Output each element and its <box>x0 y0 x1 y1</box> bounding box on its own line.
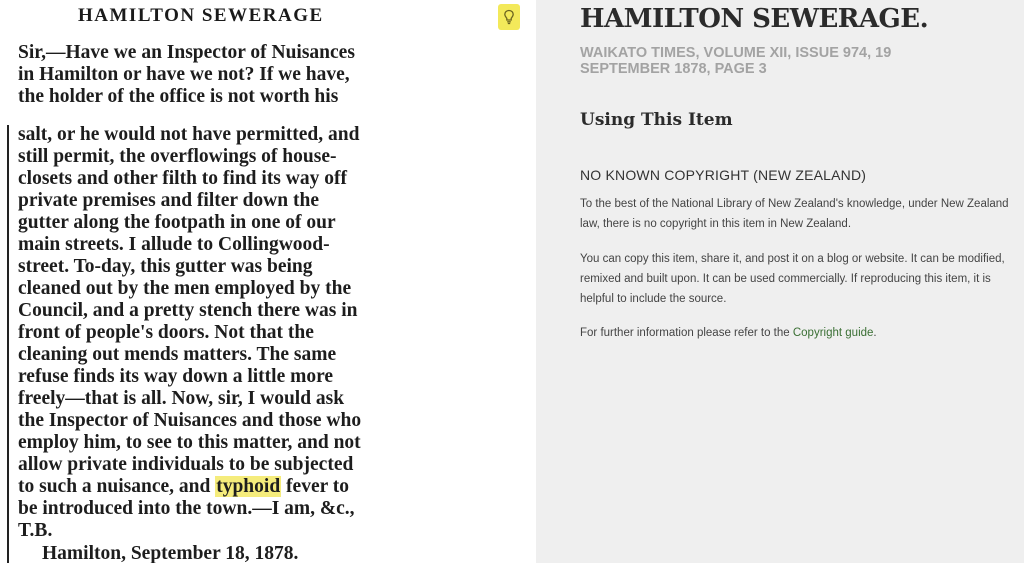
scan-line: cleaned out by the men employed by the <box>18 278 352 299</box>
search-highlight[interactable]: typhoid <box>216 476 281 497</box>
scan-line: employ him, to see to this matter, and not <box>18 432 361 453</box>
copyright-paragraph: To the best of the National Library of New Zealand's knowledge, under New Zealand law, there is no copyright in this item in New Zealand. <box>580 198 1009 230</box>
scan-line: private premises and filter down the <box>18 190 319 211</box>
scan-line: be introduced into the town.—I am, &c., <box>18 498 355 519</box>
copyright-guide-link[interactable]: Copyright guide <box>792 327 874 339</box>
highlight-toggle-button[interactable] <box>498 4 520 30</box>
further-info-period: . <box>873 327 877 339</box>
lightbulb-icon <box>503 9 515 25</box>
scan-line: refuse finds its way down a little more <box>18 366 334 387</box>
scan-line: cleaning out mends matters. The same <box>18 344 337 365</box>
scan-line-highlighted <box>18 476 349 498</box>
scan-line: gutter along the footpath in one of our <box>18 212 336 233</box>
scan-line: freely—that is all. Now, sir, I would ask <box>18 388 345 409</box>
reuse-paragraph: You can copy this item, share it, and post it on a blog or website. It can be modified, remixed and built upon. It can be used commercially. If reproducing this item, it is helpful to include the source. <box>580 253 1005 305</box>
scan-line: allow private individuals to be subjected <box>18 454 354 475</box>
column-rule <box>7 125 9 563</box>
publication-details: WAIKATO TIMES, VOLUME XII, ISSUE 974, 19 SEPTEMBER 1878, PAGE 3 <box>580 45 892 77</box>
scan-line: front of people's doors. Not that the <box>18 322 314 343</box>
scan-line: main streets. I allude to Collingwood- <box>18 234 330 255</box>
further-info-paragraph <box>580 323 1018 343</box>
scan-line: the holder of the office is not worth his <box>18 86 339 107</box>
scan-line: street. To-day, this gutter was being <box>18 256 313 277</box>
scan-line: closets and other filth to find its way off <box>18 168 347 189</box>
scan-signature: T.B. <box>18 520 53 541</box>
scan-signoff: Hamilton, September 18, 1878. <box>42 543 299 563</box>
scan-line: still permit, the overflowings of house- <box>18 146 337 167</box>
copyright-status: NO KNOWN COPYRIGHT (NEW ZEALAND) <box>580 167 867 183</box>
using-this-item-heading: Using This Item <box>580 110 733 130</box>
article-title: HAMILTON SEWERAGE. <box>580 4 929 34</box>
scan-line: the Inspector of Nuisances and those who <box>18 410 362 431</box>
scan-line: salt, or he would not have permitted, and <box>18 124 360 145</box>
scan-line: Sir,—Have we an Inspector of Nuisances <box>18 42 355 63</box>
scan-line: Council, and a pretty stench there was in <box>18 300 358 321</box>
scan-text: fever to <box>281 476 350 497</box>
item-info-panel <box>536 0 1024 563</box>
scan-line: in Hamilton or have we not? If we have, <box>18 64 350 85</box>
scan-text: to such a nuisance, and <box>18 476 216 497</box>
scan-headline: HAMILTON SEWERAGE <box>78 5 324 26</box>
further-info-text: For further information please refer to the <box>580 327 793 339</box>
